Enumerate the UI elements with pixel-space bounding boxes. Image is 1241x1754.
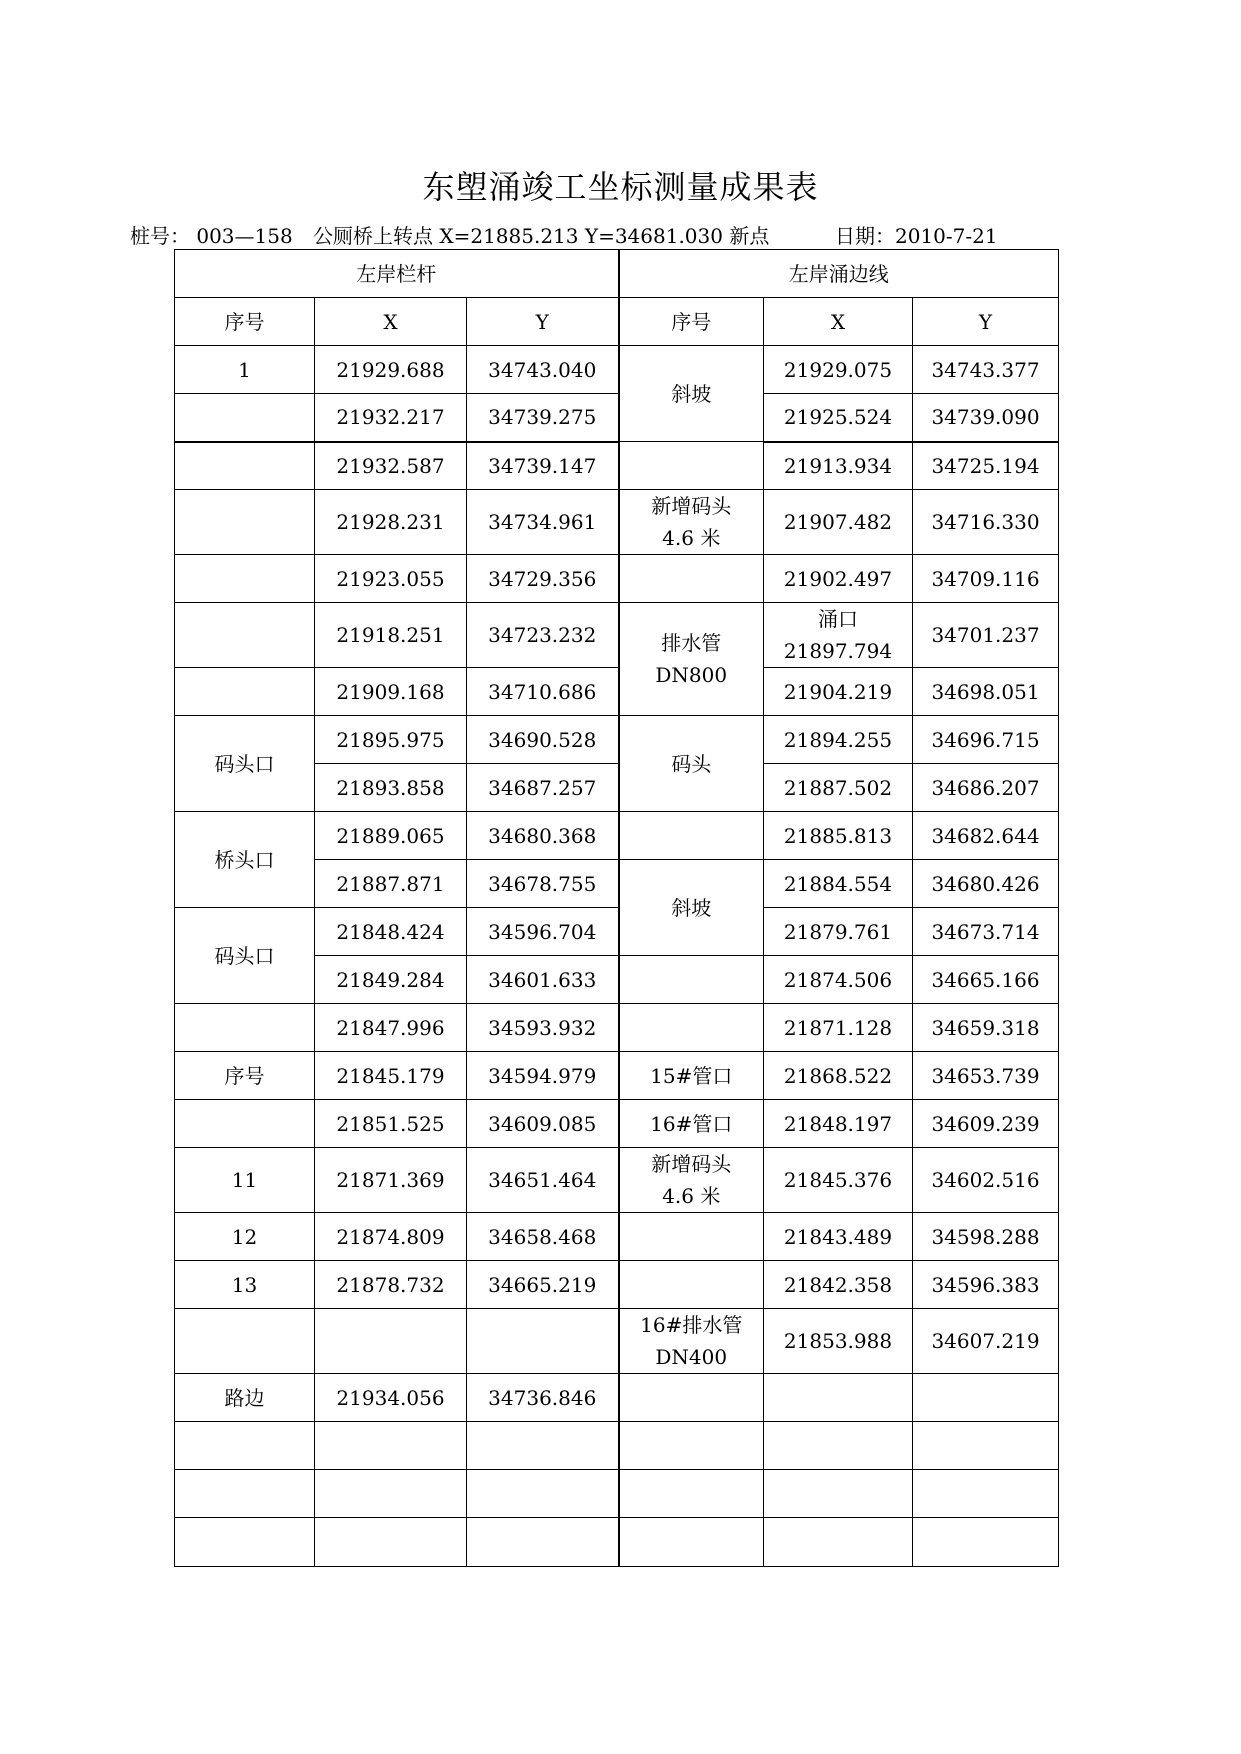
right-seq-cell: 15#管口 bbox=[619, 1052, 764, 1100]
left-x-cell: 21871.369 bbox=[315, 1148, 467, 1213]
left-y-cell: 34710.686 bbox=[467, 668, 619, 716]
right-seq-cell bbox=[619, 1374, 764, 1422]
station-number: 桩号： 003—158 bbox=[130, 224, 293, 248]
left-y-cell: 34609.085 bbox=[467, 1100, 619, 1148]
right-y-header: Y bbox=[913, 298, 1059, 346]
left-y-cell: 34729.356 bbox=[467, 555, 619, 603]
left-x-cell: 21887.871 bbox=[315, 860, 467, 908]
right-x-cell: 21929.075 bbox=[764, 346, 913, 394]
empty-cell bbox=[467, 1422, 619, 1470]
survey-date: 日期：2010-7-21 bbox=[835, 224, 998, 248]
table-row bbox=[175, 716, 1059, 764]
right-x-cell: 21907.482 bbox=[764, 490, 913, 555]
table-row bbox=[175, 1100, 1059, 1148]
left-seq-cell bbox=[175, 1100, 315, 1148]
left-x-cell: 21932.587 bbox=[315, 442, 467, 490]
left-seq-cell bbox=[175, 603, 315, 668]
right-x-cell: 21884.554 bbox=[764, 860, 913, 908]
left-y-cell: 34690.528 bbox=[467, 716, 619, 764]
left-y-cell: 34739.275 bbox=[467, 394, 619, 442]
right-x-cell: 21925.524 bbox=[764, 394, 913, 442]
right-y-cell: 34682.644 bbox=[913, 812, 1059, 860]
right-y-cell: 34609.239 bbox=[913, 1100, 1059, 1148]
table-row bbox=[175, 1004, 1059, 1052]
table-row bbox=[175, 668, 1059, 716]
right-x-cell: 21887.502 bbox=[764, 764, 913, 812]
left-y-cell: 34739.147 bbox=[467, 442, 619, 490]
empty-cell bbox=[175, 1470, 315, 1518]
column-header-row bbox=[175, 298, 1059, 346]
right-y-cell: 34701.237 bbox=[913, 603, 1059, 668]
left-seq-header: 序号 bbox=[175, 298, 315, 346]
right-x-cell: 21894.255 bbox=[764, 716, 913, 764]
empty-cell bbox=[619, 1518, 764, 1567]
left-seq-cell: 桥头口 bbox=[175, 812, 315, 908]
right-y-cell: 34716.330 bbox=[913, 490, 1059, 555]
right-seq-line1: 新增码头 bbox=[651, 1152, 732, 1176]
right-seq-cell bbox=[619, 490, 764, 555]
right-x-cell: 21848.197 bbox=[764, 1100, 913, 1148]
table-row bbox=[175, 603, 1059, 668]
right-seq-cell bbox=[619, 1309, 764, 1374]
right-seq-cell bbox=[619, 1261, 764, 1309]
empty-cell bbox=[175, 1518, 315, 1567]
empty-cell bbox=[467, 1518, 619, 1567]
right-y-cell: 34680.426 bbox=[913, 860, 1059, 908]
left-seq-cell bbox=[175, 668, 315, 716]
left-y-cell: 34734.961 bbox=[467, 490, 619, 555]
left-x-cell: 21851.525 bbox=[315, 1100, 467, 1148]
left-y-cell bbox=[467, 1309, 619, 1374]
right-seq-cell bbox=[619, 603, 764, 716]
right-seq-cell: 16#管口 bbox=[619, 1100, 764, 1148]
right-x-cell: 21902.497 bbox=[764, 555, 913, 603]
left-seq-cell bbox=[175, 442, 315, 490]
right-seq-line1: 排水管 bbox=[661, 631, 722, 655]
right-y-cell: 34709.116 bbox=[913, 555, 1059, 603]
left-x-cell: 21878.732 bbox=[315, 1261, 467, 1309]
right-y-cell: 34653.739 bbox=[913, 1052, 1059, 1100]
left-seq-cell bbox=[175, 394, 315, 442]
right-seq-line2: DN400 bbox=[655, 1345, 728, 1369]
right-x-cell: 21879.761 bbox=[764, 908, 913, 956]
empty-cell bbox=[315, 1422, 467, 1470]
right-x-cell bbox=[764, 1374, 913, 1422]
left-y-header: Y bbox=[467, 298, 619, 346]
right-seq-cell bbox=[619, 812, 764, 860]
left-y-cell: 34601.633 bbox=[467, 956, 619, 1004]
left-x-cell: 21848.424 bbox=[315, 908, 467, 956]
table-row bbox=[175, 394, 1059, 442]
table-row bbox=[175, 1213, 1059, 1261]
right-x-value: 21897.794 bbox=[783, 639, 893, 663]
table-row bbox=[175, 1261, 1059, 1309]
left-x-cell: 21934.056 bbox=[315, 1374, 467, 1422]
empty-row bbox=[175, 1470, 1059, 1518]
left-seq-cell: 序号 bbox=[175, 1052, 315, 1100]
info-line bbox=[130, 220, 1130, 248]
control-point: 公厕桥上转点 X=21885.213 Y=34681.030 新点 bbox=[313, 224, 770, 248]
left-x-cell: 21918.251 bbox=[315, 603, 467, 668]
table-row bbox=[175, 442, 1059, 490]
left-x-cell: 21909.168 bbox=[315, 668, 467, 716]
empty-cell bbox=[467, 1470, 619, 1518]
table-row bbox=[175, 908, 1059, 956]
left-seq-cell bbox=[175, 555, 315, 603]
left-x-cell: 21928.231 bbox=[315, 490, 467, 555]
right-x-cell: 21913.934 bbox=[764, 442, 913, 490]
right-y-cell: 34598.288 bbox=[913, 1213, 1059, 1261]
left-seq-cell: 13 bbox=[175, 1261, 315, 1309]
left-y-cell: 34736.846 bbox=[467, 1374, 619, 1422]
right-x-cell: 21904.219 bbox=[764, 668, 913, 716]
right-x-header: X bbox=[764, 298, 913, 346]
right-y-cell: 34665.166 bbox=[913, 956, 1059, 1004]
left-seq-cell: 12 bbox=[175, 1213, 315, 1261]
section-header-row bbox=[175, 250, 1059, 298]
empty-cell bbox=[619, 1422, 764, 1470]
left-x-cell: 21923.055 bbox=[315, 555, 467, 603]
left-x-cell: 21893.858 bbox=[315, 764, 467, 812]
right-seq-line1: 新增码头 bbox=[651, 494, 732, 518]
table-row bbox=[175, 1148, 1059, 1213]
right-seq-cell bbox=[619, 1213, 764, 1261]
right-seq-cell bbox=[619, 442, 764, 490]
left-y-cell: 34687.257 bbox=[467, 764, 619, 812]
right-seq-cell: 斜坡 bbox=[619, 346, 764, 442]
left-y-cell: 34743.040 bbox=[467, 346, 619, 394]
right-y-cell: 34686.207 bbox=[913, 764, 1059, 812]
right-seq-line2: 4.6 米 bbox=[662, 526, 721, 550]
right-x-cell: 21885.813 bbox=[764, 812, 913, 860]
empty-cell bbox=[913, 1422, 1059, 1470]
right-y-cell bbox=[913, 1374, 1059, 1422]
left-section-header: 左岸栏杆 bbox=[175, 250, 619, 298]
empty-cell bbox=[315, 1470, 467, 1518]
right-seq-cell bbox=[619, 555, 764, 603]
right-seq-header: 序号 bbox=[619, 298, 764, 346]
left-y-cell: 34723.232 bbox=[467, 603, 619, 668]
table-row bbox=[175, 490, 1059, 555]
empty-cell bbox=[913, 1518, 1059, 1567]
right-y-cell: 34659.318 bbox=[913, 1004, 1059, 1052]
right-y-cell: 34602.516 bbox=[913, 1148, 1059, 1213]
right-seq-cell: 码头 bbox=[619, 716, 764, 812]
table-row bbox=[175, 812, 1059, 860]
right-section-header: 左岸涌边线 bbox=[619, 250, 1059, 298]
right-x-cell: 21853.988 bbox=[764, 1309, 913, 1374]
right-x-cell: 21871.128 bbox=[764, 1004, 913, 1052]
right-y-cell: 34698.051 bbox=[913, 668, 1059, 716]
left-seq-cell: 1 bbox=[175, 346, 315, 394]
right-y-cell: 34596.383 bbox=[913, 1261, 1059, 1309]
empty-cell bbox=[764, 1518, 913, 1567]
right-y-cell: 34607.219 bbox=[913, 1309, 1059, 1374]
right-seq-cell bbox=[619, 956, 764, 1004]
right-x-cell: 21845.376 bbox=[764, 1148, 913, 1213]
right-seq-line1: 16#排水管 bbox=[640, 1313, 743, 1337]
left-y-cell: 34651.464 bbox=[467, 1148, 619, 1213]
table-row bbox=[175, 1374, 1059, 1422]
left-x-cell: 21932.217 bbox=[315, 394, 467, 442]
right-seq-cell bbox=[619, 1004, 764, 1052]
left-seq-cell bbox=[175, 490, 315, 555]
left-x-cell: 21845.179 bbox=[315, 1052, 467, 1100]
left-y-cell: 34680.368 bbox=[467, 812, 619, 860]
left-x-cell: 21889.065 bbox=[315, 812, 467, 860]
left-x-cell: 21874.809 bbox=[315, 1213, 467, 1261]
left-x-header: X bbox=[315, 298, 467, 346]
table-row bbox=[175, 555, 1059, 603]
right-x-note: 涌口 bbox=[818, 607, 858, 631]
coordinate-table bbox=[174, 249, 1059, 1567]
empty-cell bbox=[764, 1422, 913, 1470]
left-x-cell: 21847.996 bbox=[315, 1004, 467, 1052]
right-seq-cell: 斜坡 bbox=[619, 860, 764, 956]
right-x-cell: 21868.522 bbox=[764, 1052, 913, 1100]
right-y-cell: 34743.377 bbox=[913, 346, 1059, 394]
left-y-cell: 34596.704 bbox=[467, 908, 619, 956]
page-title: 东塱涌竣工坐标测量成果表 bbox=[422, 168, 819, 206]
right-x-cell: 21874.506 bbox=[764, 956, 913, 1004]
empty-cell bbox=[764, 1470, 913, 1518]
right-x-cell: 21843.489 bbox=[764, 1213, 913, 1261]
left-seq-cell: 码头口 bbox=[175, 716, 315, 812]
empty-cell bbox=[315, 1518, 467, 1567]
left-seq-cell: 路边 bbox=[175, 1374, 315, 1422]
left-seq-cell bbox=[175, 1309, 315, 1374]
empty-row bbox=[175, 1422, 1059, 1470]
left-seq-cell bbox=[175, 1004, 315, 1052]
left-x-cell bbox=[315, 1309, 467, 1374]
left-y-cell: 34665.219 bbox=[467, 1261, 619, 1309]
left-seq-cell: 码头口 bbox=[175, 908, 315, 1004]
left-x-cell: 21895.975 bbox=[315, 716, 467, 764]
right-y-cell: 34725.194 bbox=[913, 442, 1059, 490]
left-x-cell: 21929.688 bbox=[315, 346, 467, 394]
empty-cell bbox=[619, 1470, 764, 1518]
right-y-cell: 34673.714 bbox=[913, 908, 1059, 956]
empty-cell bbox=[913, 1470, 1059, 1518]
left-x-cell: 21849.284 bbox=[315, 956, 467, 1004]
right-seq-line2: DN800 bbox=[655, 663, 728, 687]
right-y-cell: 34739.090 bbox=[913, 394, 1059, 442]
left-y-cell: 34594.979 bbox=[467, 1052, 619, 1100]
table-row bbox=[175, 346, 1059, 394]
left-y-cell: 34593.932 bbox=[467, 1004, 619, 1052]
table-row bbox=[175, 1309, 1059, 1374]
right-seq-line2: 4.6 米 bbox=[662, 1184, 721, 1208]
empty-row bbox=[175, 1518, 1059, 1567]
right-seq-cell bbox=[619, 1148, 764, 1213]
table-row bbox=[175, 1052, 1059, 1100]
left-y-cell: 34658.468 bbox=[467, 1213, 619, 1261]
left-y-cell: 34678.755 bbox=[467, 860, 619, 908]
right-y-cell: 34696.715 bbox=[913, 716, 1059, 764]
empty-cell bbox=[175, 1422, 315, 1470]
left-seq-cell: 11 bbox=[175, 1148, 315, 1213]
right-x-cell: 21842.358 bbox=[764, 1261, 913, 1309]
right-x-cell bbox=[764, 603, 913, 668]
